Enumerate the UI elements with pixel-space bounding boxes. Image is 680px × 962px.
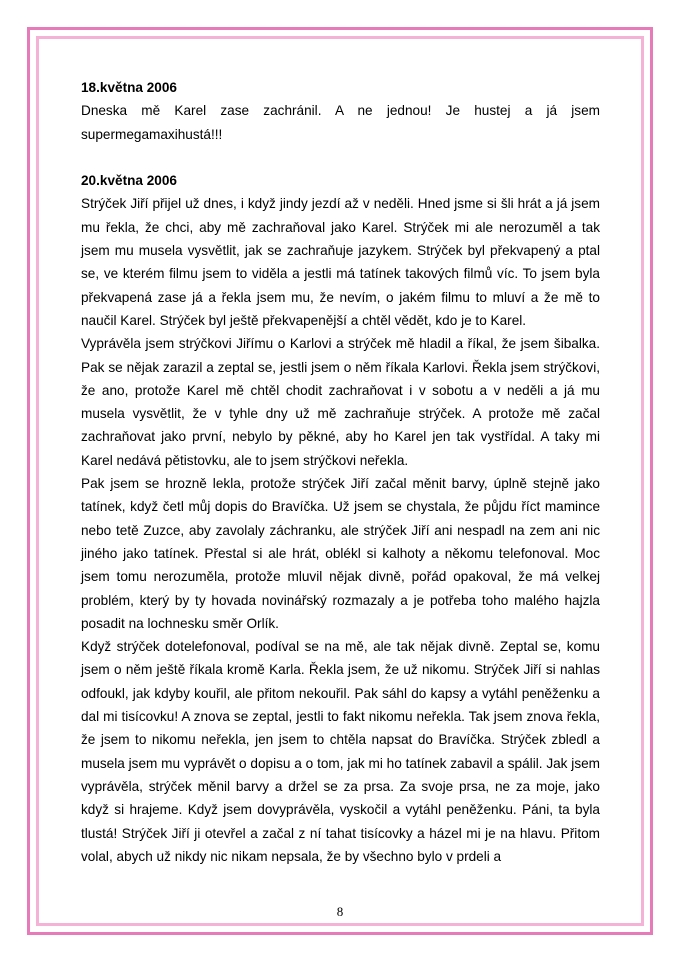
entry-date-heading: 18.května 2006 <box>81 80 177 95</box>
paragraph: Když strýček dotelefonoval, podíval se na mě, ale tak nějak divně. Zeptal se, komu jsem o něm ještě říkala kromě Karla. Řekla jsem, že už nikomu. Strýček Jiří si nahlas odfoukl, jak kdyby kouřil, ale přitom nekouřil. Pak sáhl do kapsy a vytáhl peněženku a dal mi tisícovku! A znova se zeptal, jestli to fakt nikomu neřekla. Tak jsem znova řekla, že jsem to nikomu neřekla, jen jsem to chtěla napsat do Bravíčka. Strýček zbledl a musela jsem mu vyprávět o dopisu a o tom, jak mi ho tatínek zabavil a spálil. Jak jsem vyprávěla, strýček měnil barvy a držel se za prsa. Za svoje prsa, ne za moje, jako když si hrajeme. Když jsem dovyprávěla, vyskočil a vytáhl peněženku. Páni, ta byla tlustá! Strýček Jiří ji otevřel a začal z ní tahat tisícovky a házel mi je na hlavu. Přitom volal, abych už nikdy nic nikam nepsala, že by všechno bylo v prdeli a <box>81 639 600 864</box>
paragraph: Vyprávěla jsem strýčkovi Jiřímu o Karlovi a strýček mě hladil a říkal, že jsem šibalka. Pak se nějak zarazil a zeptal se, jestli jsem o něm říkala Karlovi. Řekla jsem strýčkovi, že ano, protože Karel mě chtěl chodit zachraňovat i v sobotu a v neděli a já mu musela vysvětlit, že v tyhle dny už mě zachraňuje strýček. A protože mě začal zachraňovat jako první, nebylo by pěkné, aby ho Karel jen tak vystřídal. A taky mi Karel nedává pětistovku, ale to jsem strýčkovi neřekla. <box>81 336 600 468</box>
document-body <box>81 76 600 868</box>
page-number: 8 <box>336 904 344 919</box>
paragraph: Pak jsem se hrozně lekla, protože strýček Jiří začal měnit barvy, úplně stejně jako tatínek, když četl můj dopis do Bravíčka. Už jsem se chystala, že půjdu říct mamince nebo tetě Zuzce, aby zavolaly záchranku, ale strýček Jiří ani nespadl na zem ani nic jiného jako tatínek. Přestal si ale hrát, oblékl si kalhoty a někomu telefonoval. Moc jsem tomu nerozuměla, protože mluvil nějak divně, pořád opakoval, že má velkej problém, který by ty hovada novinářský rozmazaly a je potřeba toho malého hajzla posadit na lochnesku směr Orlík. <box>81 476 600 631</box>
paragraph: Strýček Jiří přijel už dnes, i když jindy jezdí až v neděli. Hned jsme si šli hrát a já jsem mu řekla, že chci, aby mě zachraňoval jako Karel. Strýček mi ale nerozuměl a tak jsem mu musela vysvětlit, jak se zachraňuje jazykem. Strýček byl překvapený a ptal se, ve kterém filmu jsem to viděla a jestli má tatínek takových filmů víc. To jsem byla překvapená zase já a řekla jsem mu, že nevím, o jakém filmu to mluví a že mě to naučil Karel. Strýček byl ještě překvapenější a chtěl vědět, kdo je to Karel. <box>81 196 600 328</box>
paragraph: Dneska mě Karel zase zachránil. A ne jednou! Je hustej a já jsem supermegamaxihustá!!! <box>81 103 600 142</box>
entry-spacer <box>81 146 600 169</box>
entry-date-heading: 20.května 2006 <box>81 173 177 189</box>
